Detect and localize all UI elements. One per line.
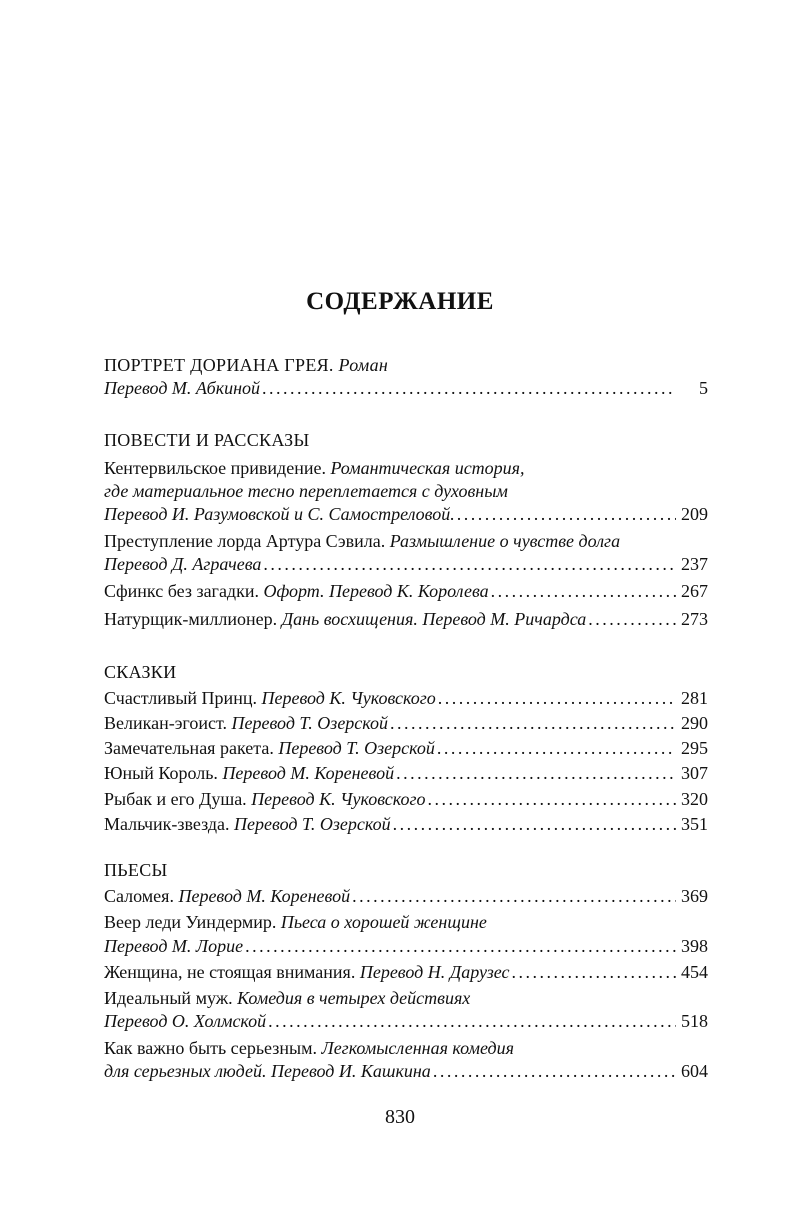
section-heading-plays: ПЬЕСЫ	[104, 860, 168, 880]
dot-leader	[438, 685, 676, 711]
page-number: 307	[681, 763, 708, 783]
page-number: 454	[681, 962, 708, 982]
dot-leader	[511, 959, 676, 985]
dot-leader	[393, 811, 676, 837]
toc-entry-star-child[interactable]: Мальчик-звезда. Перевод Т. Озерской . . . 351	[104, 811, 708, 837]
dot-leader	[268, 1008, 676, 1034]
toc-entry-earnest-line2: для серьезных людей. Перевод И. Кашкина . . . 604	[104, 1058, 708, 1084]
page-number: 398	[681, 936, 708, 956]
toc-entry-selfish-giant[interactable]: Великан-эгоист. Перевод Т. Озерской . . . 290	[104, 710, 708, 736]
page-number: 518	[681, 1011, 708, 1031]
dot-leader	[457, 501, 676, 527]
toc-entry-fisherman[interactable]: Рыбак и его Душа. Перевод К. Чуковского . . . 320	[104, 786, 708, 812]
dot-leader	[352, 883, 676, 909]
dot-leader	[263, 551, 676, 577]
dot-leader	[588, 606, 676, 632]
page-number: 237	[681, 554, 708, 574]
dot-leader	[437, 735, 676, 761]
toc-entry-remarkable-rocket[interactable]: Замечательная ракета. Перевод Т. Озерской . . . 295	[104, 735, 708, 761]
toc-entry-windermere[interactable]: Веер леди Уиндермир. Пьеса о хорошей женщине	[104, 912, 487, 932]
section-heading-dorian: ПОРТРЕТ ДОРИАНА ГРЕЯ. Роман	[104, 355, 389, 375]
toc-entry-arthur-savile-line2: Перевод Д. Аграчева . . . 237	[104, 551, 708, 577]
dot-leader	[262, 375, 676, 401]
toc-entry-canterville-line3: Перевод И. Разумовской и С. Самостреловой. . . . 209	[104, 501, 708, 527]
dot-leader	[390, 710, 676, 736]
toc-entry-ideal-husband[interactable]: Идеальный муж. Комедия в четырех действиях	[104, 988, 471, 1008]
page-number: 295	[681, 738, 708, 758]
dot-leader	[428, 786, 676, 812]
toc-entry-dorian[interactable]: Перевод М. Абкиной . . . 5	[104, 375, 708, 401]
page-number: 209	[681, 504, 708, 524]
dot-leader	[491, 578, 676, 604]
toc-entry-salome[interactable]: Саломея. Перевод М. Кореневой . . . 369	[104, 883, 708, 909]
page-number: 281	[681, 688, 708, 708]
page-number: 273	[681, 609, 708, 629]
page-number: 5	[699, 378, 708, 398]
dot-leader	[396, 760, 676, 786]
dot-leader	[433, 1058, 676, 1084]
toc-entry-windermere-line2: Перевод М. Лорие . . . 398	[104, 933, 708, 959]
toc-title: СОДЕРЖАНИЕ	[306, 288, 494, 315]
toc-entry-sphinx[interactable]: Сфинкс без загадки. Офорт. Перевод К. Королева . . . 267	[104, 578, 708, 604]
toc-entry-young-king[interactable]: Юный Король. Перевод М. Кореневой . . . 307	[104, 760, 708, 786]
toc-entry-ideal-husband-line2: Перевод О. Холмской . . . 518	[104, 1008, 708, 1034]
page-number: 351	[681, 814, 708, 834]
page-number: 267	[681, 581, 708, 601]
page-number: 290	[681, 713, 708, 733]
page-number: 369	[681, 886, 708, 906]
dot-leader	[245, 933, 676, 959]
page-folio: 830	[385, 1106, 415, 1128]
toc-entry-arthur-savile[interactable]: Преступление лорда Артура Сэвила. Размышление о чувстве долга	[104, 531, 621, 551]
page-number: 604	[681, 1061, 708, 1081]
toc-entry-canterville-line2: где материальное тесно переплетается с духовным	[104, 481, 508, 501]
section-heading-fairy-tales: СКАЗКИ	[104, 662, 177, 682]
section-heading-stories: ПОВЕСТИ И РАССКАЗЫ	[104, 430, 310, 450]
toc-entry-earnest[interactable]: Как важно быть серьезным. Легкомысленная комедия	[104, 1038, 514, 1058]
toc-entry-happy-prince[interactable]: Счастливый Принц. Перевод К. Чуковского . . . 281	[104, 685, 708, 711]
toc-entry-canterville[interactable]: Кентервильское привидение. Романтическая история,	[104, 458, 525, 478]
page-number: 320	[681, 789, 708, 809]
toc-entry-model-millionaire[interactable]: Натурщик-миллионер. Дань восхищения. Перевод М. Ричардса . . . 273	[104, 606, 708, 632]
toc-entry-woman-no-importance[interactable]: Женщина, не стоящая внимания. Перевод Н. Дарузес . . . 454	[104, 959, 708, 985]
